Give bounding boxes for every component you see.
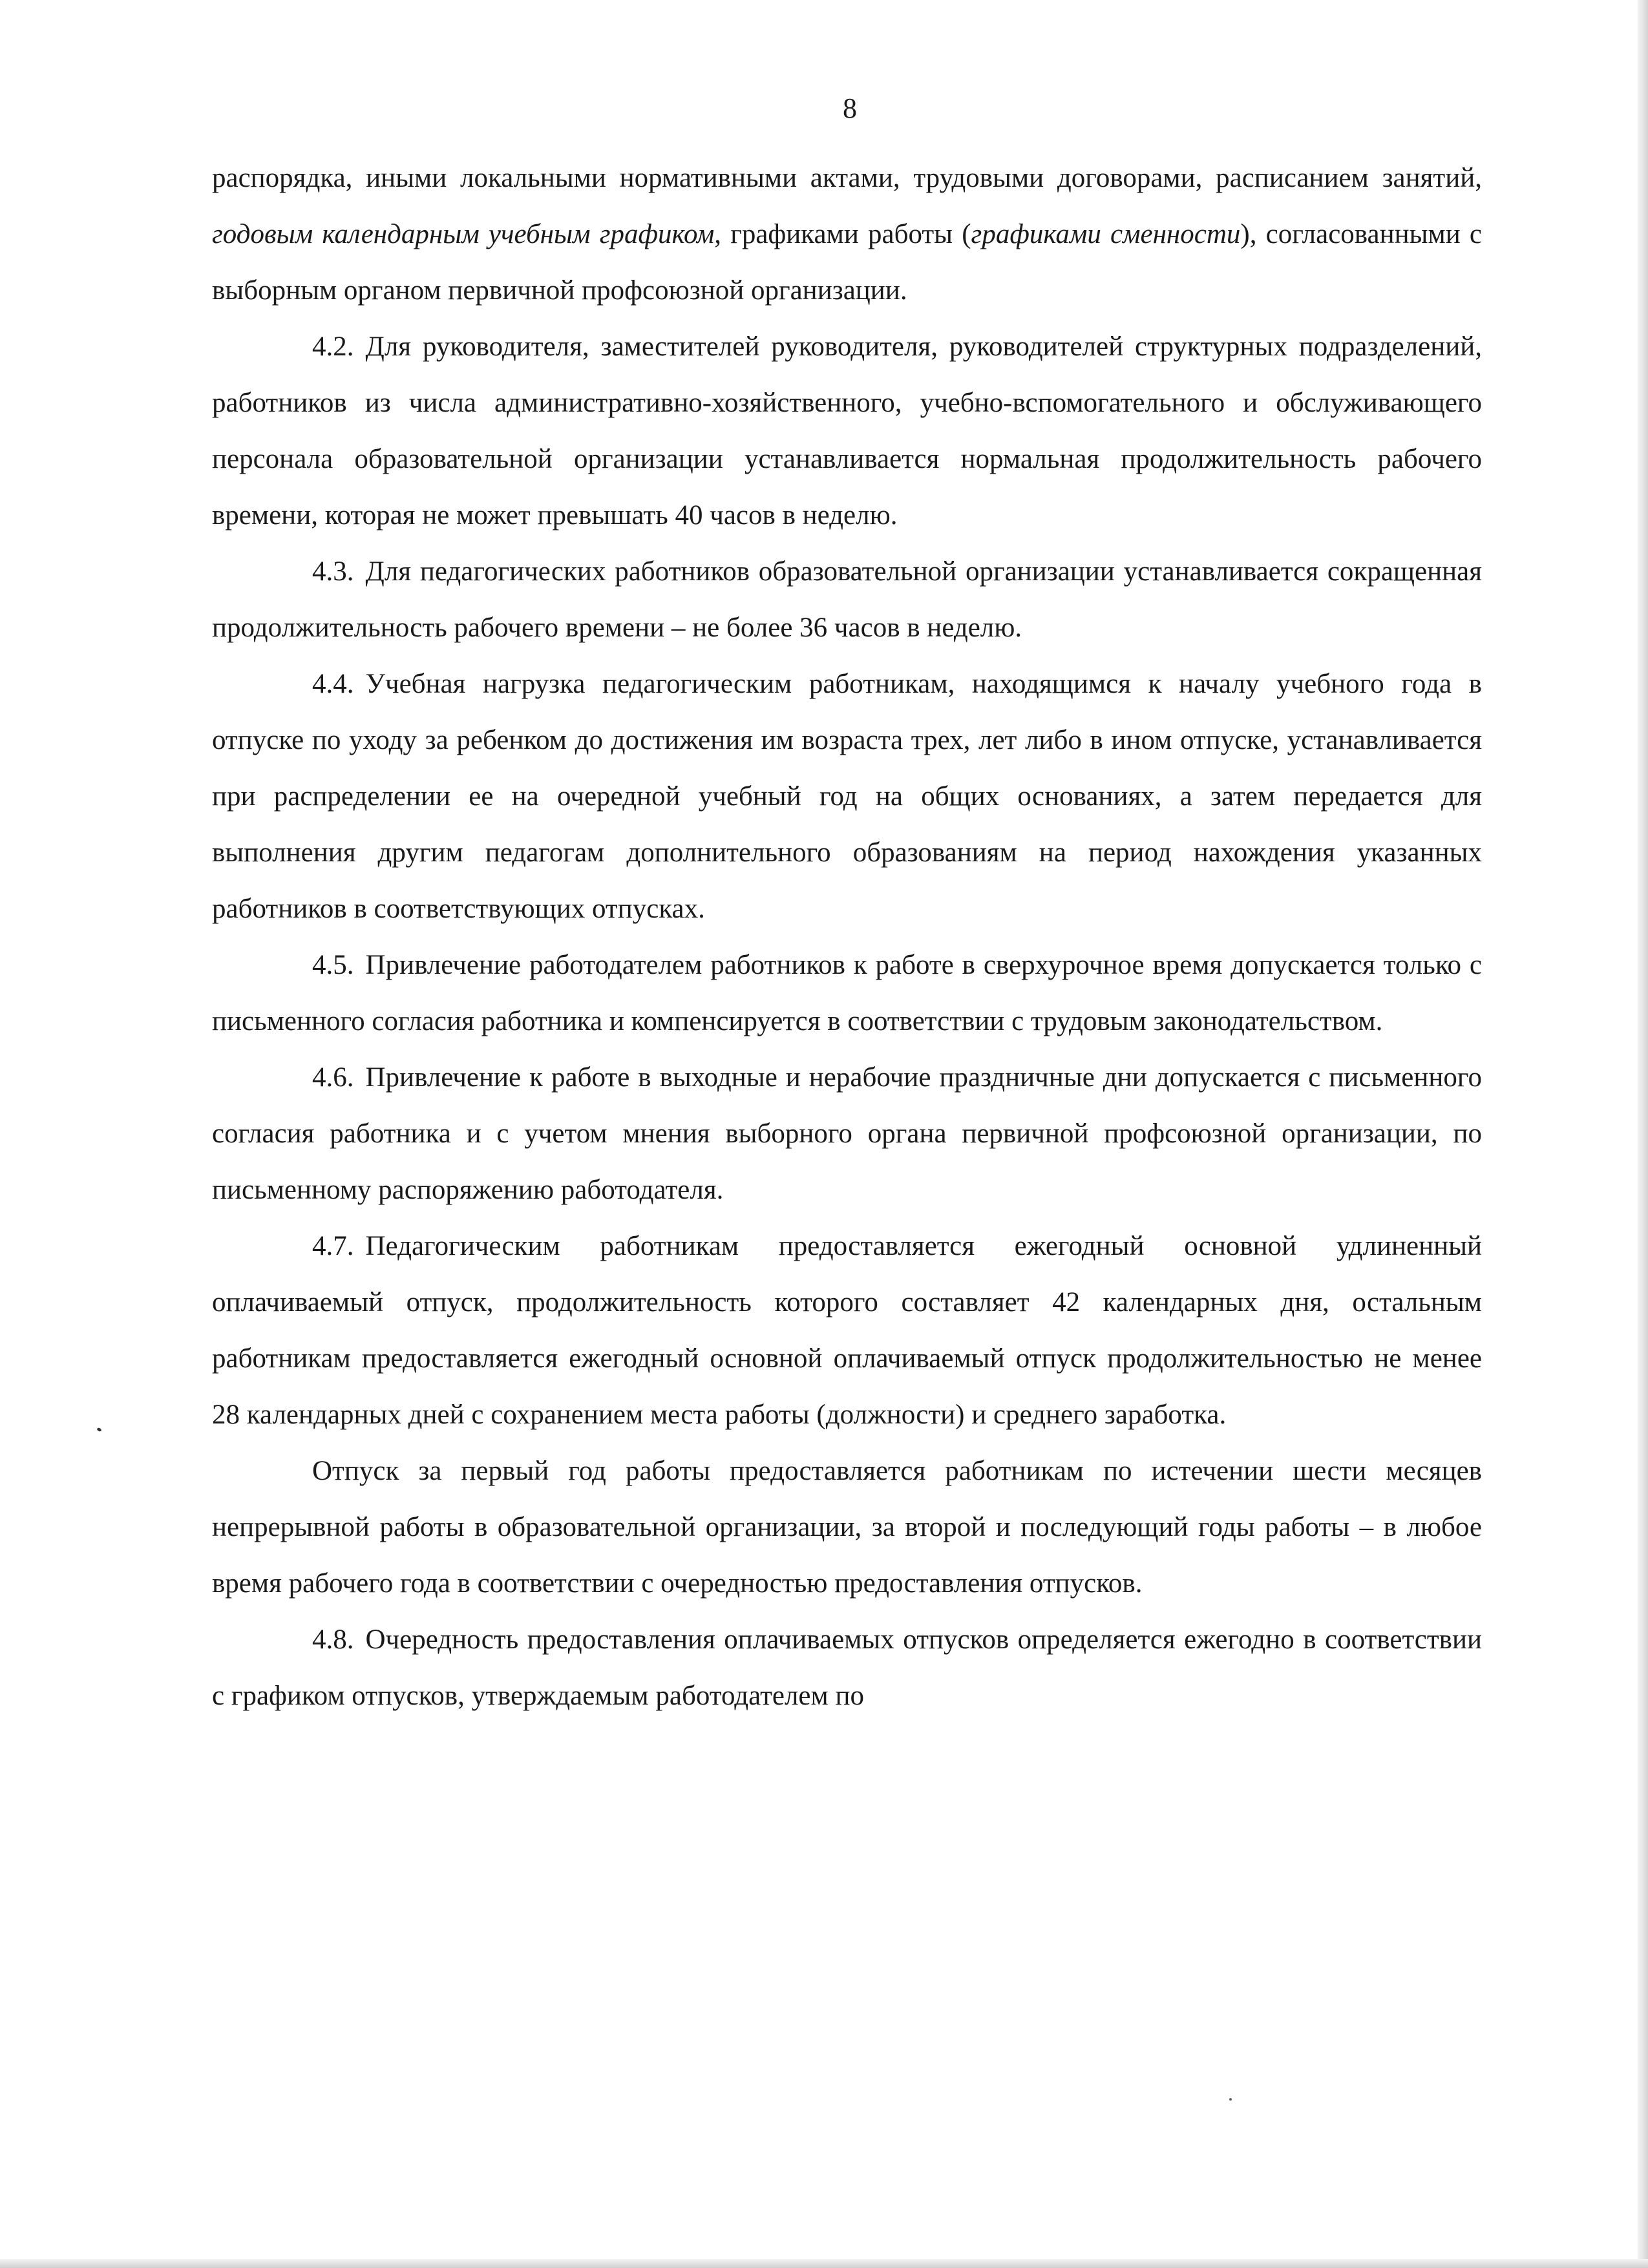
paragraph-number: 4.2.	[312, 331, 354, 362]
paragraph-number: 4.7.	[312, 1231, 354, 1261]
text-run-italic: годовым календарным учебным графиком	[212, 219, 715, 249]
text-run: Привлечение к работе в выходные и нерабочие праздничные дни допускается с письменного согласия работника и с учетом мнения выборного органа первичной профсоюзной организации, по письменному распоряжению работодателя.	[212, 1062, 1482, 1205]
page-number: 8	[843, 92, 857, 124]
text-run: распорядка, иными локальными нормативными актами, трудовыми договорами, расписанием занятий,	[212, 163, 1482, 193]
paragraph-4-4	[212, 656, 1482, 937]
text-run: Очередность предоставления оплачиваемых отпусков определяется ежегодно в соответствии с графиком отпусков, утверждаемым работодателем по	[212, 1624, 1482, 1711]
scan-edge-right	[1638, 0, 1648, 2268]
text-run: Привлечение работодателем работников к работе в сверхурочное время допускается только с письменного согласия работника и компенсируется в соответствии с трудовым законодательством.	[212, 950, 1482, 1036]
paragraph-4-5	[212, 937, 1482, 1049]
document-body	[212, 150, 1482, 1724]
paragraph-4-7	[212, 1218, 1482, 1443]
text-run: Педагогическим работникам предоставляется ежегодный основной удлиненный оплачиваемый отпуск, продолжительность которого составляет 42 календарных дня, остальным работникам предоставляется ежегодный основной оплачиваемый отпуск продолжительностью не менее 28 календарных дней с сохранением места работы (должности) и среднего заработка.	[212, 1231, 1482, 1430]
text-run: Для руководителя, заместителей руководителя, руководителей структурных подразделений, работников из числа административно-хозяйственного, учебно-вспомогательного и обслуживающего персонала образовательной организации устанавливается нормальная продолжительность рабочего времени, которая не может превышать 40 часов в неделю.	[212, 331, 1482, 530]
paragraph-4-8	[212, 1612, 1482, 1724]
paragraph-number: 4.4.	[312, 669, 354, 699]
scan-speck	[96, 1427, 102, 1433]
text-run: , графиками работы (	[714, 219, 971, 249]
paragraph-4-3	[212, 543, 1482, 656]
scan-edge-bottom	[0, 2259, 1648, 2268]
paragraph-number: 4.8.	[312, 1624, 354, 1655]
paragraph-number: 4.5.	[312, 950, 354, 980]
text-run-italic: графиками сменности	[971, 219, 1241, 249]
paragraph-number: 4.3.	[312, 556, 354, 587]
paragraph-vacation-first-year	[212, 1443, 1482, 1612]
paragraph-4-2	[212, 319, 1482, 543]
text-run: Для педагогических работников образовательной организации устанавливается сокращенная продолжительность рабочего времени – не более 36 часов в неделю.	[212, 556, 1482, 643]
scan-speck	[1229, 2098, 1232, 2101]
paragraph-4-6	[212, 1049, 1482, 1218]
text-run: Отпуск за первый год работы предоставляется работникам по истечении шести месяцев непрерывной работы в образовательной организации, за второй и последующий годы работы – в любое время рабочего года в соответствии с очередностью предоставления отпусков.	[212, 1456, 1482, 1599]
paragraph-continuation	[212, 150, 1482, 319]
text-run: ), согласованными с выборным органом первичной профсоюзной организации.	[212, 219, 1482, 306]
text-run: Учебная нагрузка педагогическим работникам, находящимся к началу учебного года в отпуске по уходу за ребенком до достижения им возраста трех, лет либо в ином отпуске, устанавливается при распределении ее на очередной учебный год на общих основаниях, а затем передается для выполнения другим педагогам дополнительного образованиям на период нахождения указанных работников в соответствующих отпусках.	[212, 669, 1482, 924]
paragraph-number: 4.6.	[312, 1062, 354, 1093]
